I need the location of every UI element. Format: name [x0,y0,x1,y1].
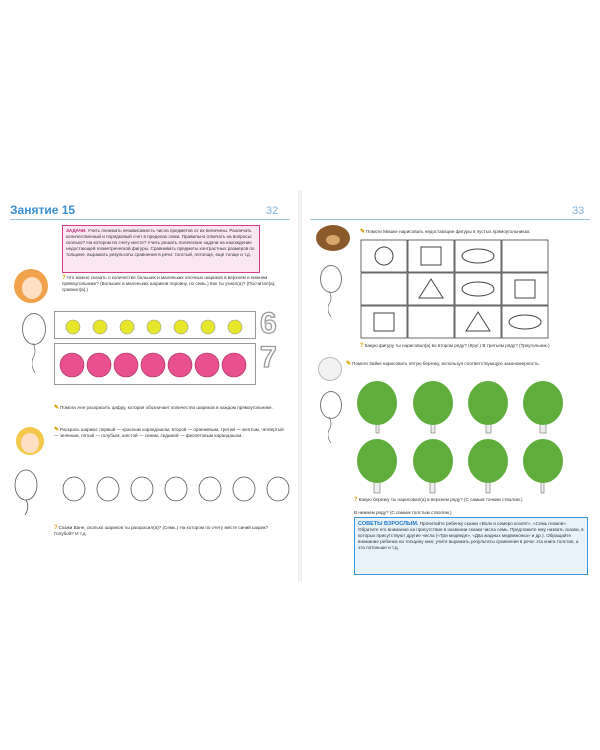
grid-cell [408,240,454,272]
yellow-ball [120,320,134,334]
instruction-zaika-text: Помоги Зайке нарисовать пятую березку, используя соответствующую закономерность. [352,361,540,366]
small-balls-shelf [54,311,256,339]
advice-title: СОВЕТЫ ВЗРОСЛЫМ. [358,521,419,527]
bunny-zaika-avatar [318,357,342,381]
instruction-mishka-text: Помоги Мишке нарисовать недостающие фигуры в пустых прямоугольниках. [366,229,531,234]
question-icon: ? [360,343,364,349]
yellow-ball [147,320,161,334]
yellow-ball [93,320,107,334]
pink-ball [60,353,84,377]
boy-face [21,433,39,453]
big-pink-balls [55,344,255,384]
pencil-icon: ✎ [346,361,352,367]
tasks-box [62,225,260,273]
balloon-string-right [328,291,334,317]
instruction-zaika [346,361,586,367]
instruction-help-anya-text: Помоги Ане раскрасить цифру, которая обозначает количество шариков в каждом прямоугольнике. [60,405,273,410]
balloon-1 [15,470,37,500]
yellow-ball [174,320,188,334]
grid-cell [502,273,548,305]
book-spine [298,190,302,582]
pencil-icon: ✎ [54,427,60,433]
pink-ball [168,353,192,377]
birch-crown [357,381,397,425]
instruction-mishka [360,229,588,235]
instruction-color-balloons [54,427,286,439]
question-vanya-text: Скажи Ване, сколько шариков ты раскрасил(а)? (Семь.) На котором по счету месте синий шарик? Голубой? И т.д. [54,525,269,536]
balloon-string [32,343,38,373]
instruction-color-text: Раскрась шарики: первый — красным карандашом, второй — оранжевым, третий — желтым, четвертый — зеленым, пятый — голубым, шестой — синим, седьмой — фиолетовым карандашом. [54,427,284,438]
tasks-text: Учить понимать независимость числа предметов от их величины. Различать количественный и порядковый счет в пределах семи. Правильно отвечать на вопросы: сколько? На котором по счету месте? Учить решать логические задачи на нахождение недостающей геометрической фигуры. Сравнивать предметы контрастных размеров по толщине, выражать результаты сравнения в речи: толстый, потолще, еще толще и т.д. [66,228,255,257]
balloon-outline-right-2 [320,391,342,419]
question-balls-text: Что можно сказать о количестве больших и маленьких елочных шариков в верхнем и нижнем прямоугольнике? (Больших и маленьких шариков поровну, по семь.) Как ты узнал(а)? (Посчитал(а), сравнил(а).) [62,275,276,292]
question-icon: ? [354,497,358,503]
birch-crown [413,439,453,483]
birch-row-lower [357,439,563,493]
question-lower-row-text: В нижнем ряду? (С самым толстым стволом.) [354,510,452,515]
header-rule [10,219,290,220]
balloon-7 [233,477,255,501]
balloon-string-right-2 [328,417,334,443]
grid-cell [455,306,501,338]
grid-cell [502,240,548,272]
birch-row-upper [357,381,563,433]
left-page [6,195,294,575]
small-yellow-balls [55,312,255,338]
grid-cell [361,273,407,305]
question-figures-text: Какую фигуру ты нарисовал(а) во втором ряду? (Круг.) В третьем ряду? (Треугольник.) [364,343,550,348]
pink-ball [222,353,246,377]
yellow-ball [201,320,215,334]
balloon-outline-right [320,265,342,293]
question-upper-row-text: Какую березку ты нарисовал(а) в верхнем ряду? (С самым тонким стволом.) [358,497,523,502]
pencil-icon: ✎ [360,229,366,235]
grid-cell [408,273,454,305]
balloon-5 [165,477,187,501]
page-number-right: 33 [572,205,585,217]
question-vanya [54,525,286,537]
page-number-left: 32 [266,205,279,217]
grid-cell [361,306,407,338]
grid-cell [361,240,407,272]
question-figures [360,343,588,349]
shapes-grid [360,239,550,341]
balloon-outline [22,313,46,345]
big-balls-shelf [54,343,256,385]
girl-face [22,277,42,299]
birch-crown [357,439,397,483]
birch-crown [523,381,563,425]
question-lower-row [354,510,586,516]
question-icon: ? [54,525,58,531]
grid-cell [408,306,454,338]
instruction-help-anya [54,405,286,411]
pencil-icon: ✎ [54,405,60,411]
pink-ball [114,353,138,377]
pink-ball [141,353,165,377]
balloon-2 [63,477,85,501]
lesson-title: Занятие 15 [10,203,76,217]
advice-text: Прочитайте ребенку сказки «Волк и семеро козлят», «Семь гномов». Обратите его внимание на присутствие в названии сказки числа семь. Предложите ему назвать сказки, в которых присутствуют другие числа («Три медведя», «Два жадных медвежонка» и др.). Обращайте внимание ребенка на толщину книг, учите выражать результаты сравнения в речи: эта книга толстая, а эта потоньше и т.д. [358,521,584,550]
pink-ball [87,353,111,377]
birch-crown [523,439,563,483]
birch-crown [468,381,508,425]
bear-snout [326,235,340,245]
balloons-to-color [12,465,292,515]
birch-crown [468,439,508,483]
balloon-3 [97,477,119,501]
yellow-ball [228,320,242,334]
tasks-label: ЗАДАЧИ. [66,228,87,233]
right-page [306,195,594,575]
yellow-ball [66,320,80,334]
balloon-6 [199,477,221,501]
balloon-8 [267,477,289,501]
pink-ball [195,353,219,377]
question-upper-row [354,497,586,503]
birch-trees [354,379,584,495]
question-icon: ? [62,275,66,281]
question-balls-count [62,275,286,293]
balloon-4 [131,477,153,501]
birch-crown [413,381,453,425]
digit-six[interactable]: 6 [260,307,277,340]
header-rule-right [310,219,590,220]
advice-box [354,517,588,575]
digit-seven[interactable]: 7 [260,341,277,374]
